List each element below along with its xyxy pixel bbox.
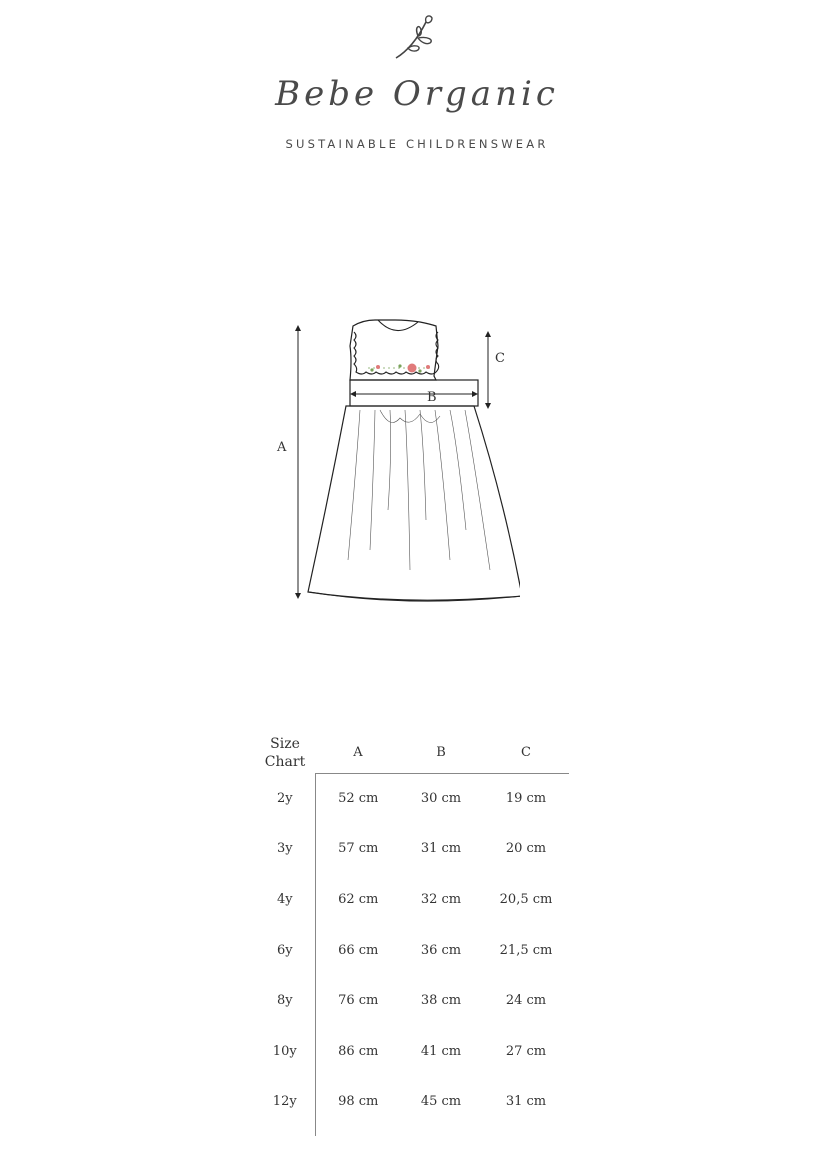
table-row xyxy=(255,925,571,976)
corner-label-line2: Chart xyxy=(264,753,306,770)
value-b-cell: 45 cm xyxy=(420,1094,462,1110)
label-b: B xyxy=(427,390,437,405)
value-a-cell: 66 cm xyxy=(338,942,379,958)
value-a-cell: 57 cm xyxy=(338,841,379,857)
scalloped-collar xyxy=(354,332,439,374)
size-cell: 3y xyxy=(255,824,315,875)
table-header-row xyxy=(255,732,571,773)
corner-label-line1: Size xyxy=(270,735,300,752)
value-b-cell: 31 cm xyxy=(420,841,462,857)
value-a-cell: 98 cm xyxy=(338,1094,379,1110)
value-b-cell: 32 cm xyxy=(420,891,462,907)
table-row xyxy=(255,874,571,925)
table-row xyxy=(255,1077,571,1128)
brand-tagline: SUSTAINABLE CHILDRENSWEAR xyxy=(285,137,549,151)
value-c-cell: 27 cm xyxy=(505,1043,547,1059)
value-c-cell: 24 cm xyxy=(505,993,547,1009)
value-b-cell: 38 cm xyxy=(420,993,462,1009)
leaf-icon xyxy=(388,12,444,64)
value-c-cell: 20,5 cm xyxy=(499,891,553,907)
value-b-cell: 30 cm xyxy=(420,790,462,806)
column-header-b: B xyxy=(436,745,446,760)
value-c-cell: 20 cm xyxy=(505,841,547,857)
value-a-cell: 86 cm xyxy=(338,1043,379,1059)
table-row xyxy=(255,824,571,875)
size-cell: 6y xyxy=(255,925,315,976)
value-c-cell: 19 cm xyxy=(505,790,547,806)
value-a-cell: 62 cm xyxy=(338,891,379,907)
column-header-a: A xyxy=(353,745,363,760)
column-header-c: C xyxy=(521,745,531,760)
value-b-cell: 41 cm xyxy=(420,1043,462,1059)
size-chart-table xyxy=(255,732,571,1127)
size-cell: 4y xyxy=(255,874,315,925)
value-a-cell: 76 cm xyxy=(338,993,379,1009)
size-cell: 12y xyxy=(255,1077,315,1128)
size-chart-corner-label xyxy=(255,732,315,773)
table-row xyxy=(255,975,571,1026)
size-cell: 2y xyxy=(255,773,315,824)
value-a-cell: 52 cm xyxy=(338,790,379,806)
value-c-cell: 31 cm xyxy=(505,1094,547,1110)
waistband xyxy=(350,380,478,406)
table-row xyxy=(255,1026,571,1077)
label-c: C xyxy=(495,351,505,366)
brand-name: Bebe Organic xyxy=(275,74,559,114)
size-cell: 10y xyxy=(255,1026,315,1077)
dress-measurement-diagram xyxy=(260,310,520,620)
dress-bodice xyxy=(350,320,438,380)
floral-embroidery xyxy=(368,364,430,373)
value-b-cell: 36 cm xyxy=(420,942,462,958)
value-c-cell: 21,5 cm xyxy=(499,942,553,958)
size-cell: 8y xyxy=(255,975,315,1026)
dress-skirt xyxy=(308,406,520,600)
table-row xyxy=(255,773,571,824)
label-a: A xyxy=(277,440,287,455)
